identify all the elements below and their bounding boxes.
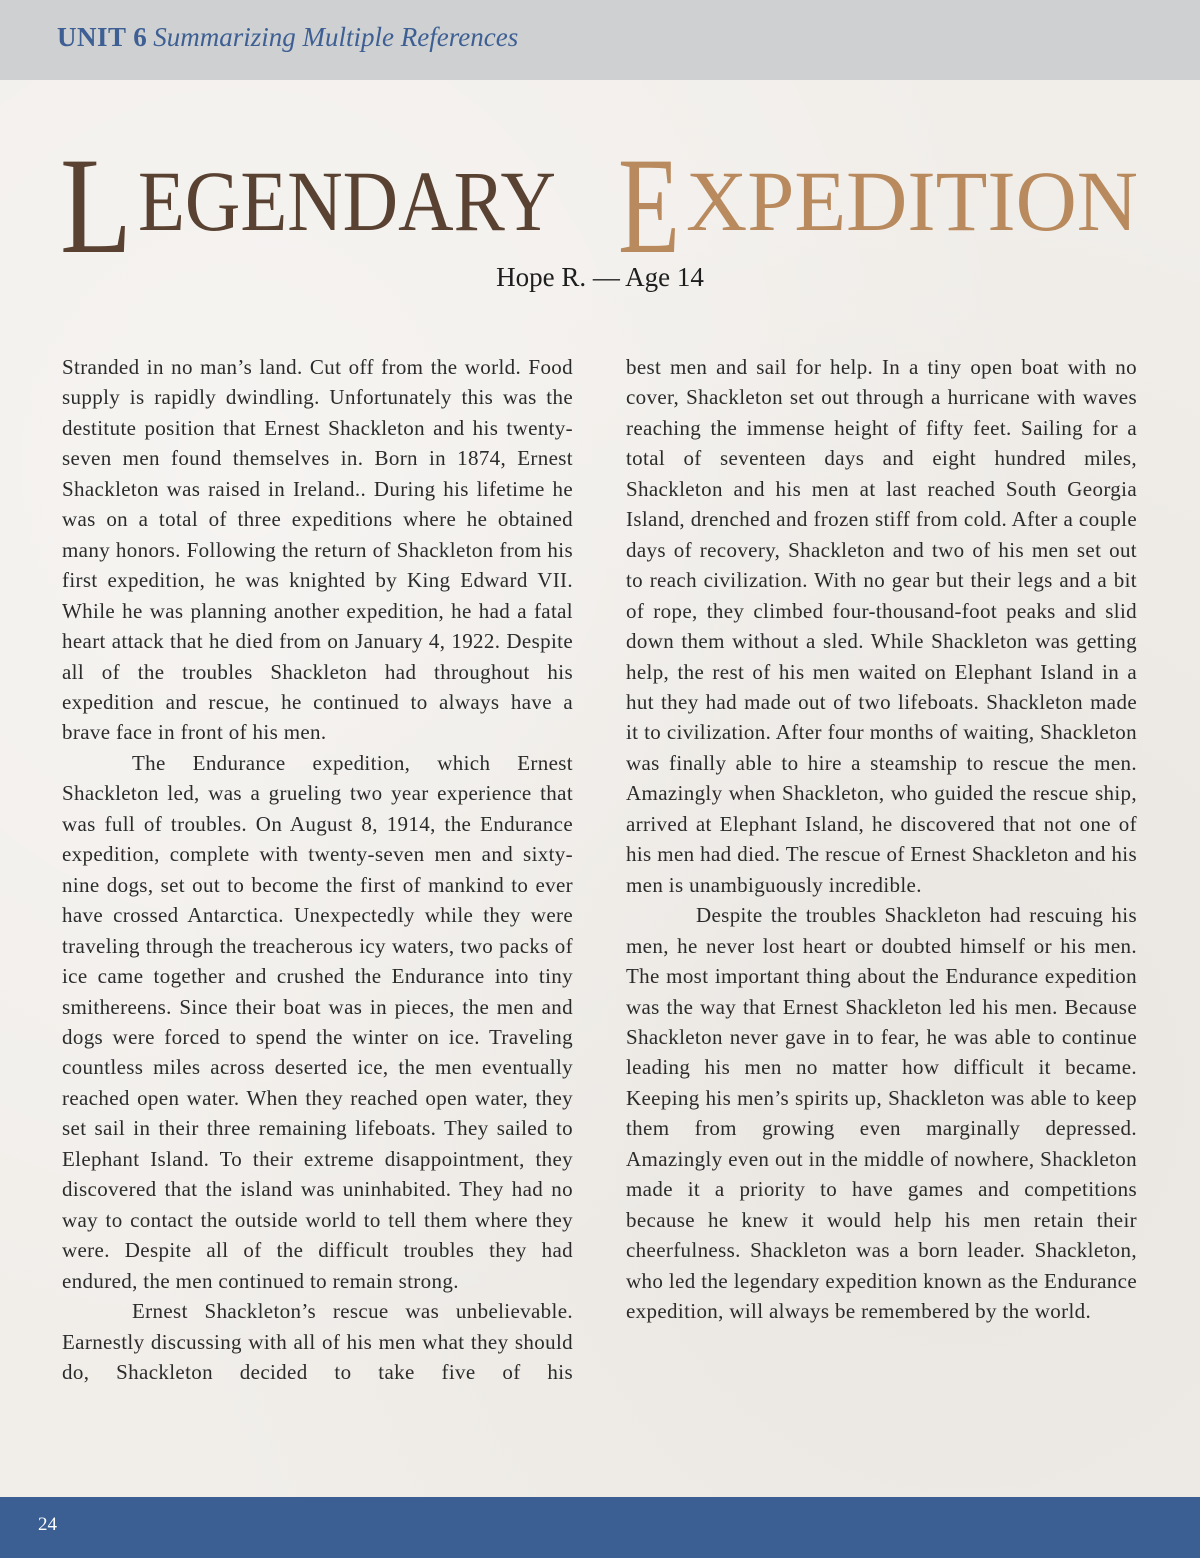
paragraph: Despite the troubles Shackleton had rescuing his men, he never lost heart or doubted himself or his men. The most important thing about the Endurance expedition was the way that Ernest Shackleton led his men. Because Shackleton never gave in to fear, he was able to continue leading his men no matter how difficult it became. Keeping his men’s spirits up, Shackleton was able to keep them from growing even marginally depressed. Amazingly even out in the middle of nowhere, Shackleton made it a priority to have games and competitions because he knew it would help his men retain their cheerfulness. Shackleton was a born leader. Shackleton, who led the legendary expedition known as the Endurance expedition, will always be remembered by the world. [626, 903, 1137, 1324]
unit-title: Summarizing Multiple References [153, 22, 519, 52]
title-word1-initial: L [60, 140, 132, 260]
unit-header [57, 22, 518, 53]
footer-band [0, 1497, 1200, 1558]
article-column-right [626, 352, 1137, 1327]
title-word2-rest: XPEDITION [686, 153, 1138, 249]
paragraph: best men and sail for help. In a tiny open boat with no cover, Shackleton set out through a hurricane with waves reaching the immense height of fifty feet. Sailing for a total of seventeen days and eight hundred miles, Shackleton and his men at last reached South Georgia Island, drenched and frozen stiff from cold. After a couple days of recovery, Shackleton and two of his men set out to reach civilization. With no gear but their legs and a bit of rope, they climbed four-thousand-foot peaks and slid down them without a sled. While Shackleton was getting help, the rest of his men waited on Elephant Island in a hut they had made out of two lifeboats. Shackleton made it to civilization. After four months of waiting, Shackleton was finally able to hire a steamship to rescue the men. Amazingly when Shackleton, who guided the rescue ship, arrived at Elephant Island, he discovered that not one of his men had died. The rescue of Ernest Shackleton and his men is unambiguously incredible. [626, 355, 1137, 897]
author-byline: Hope R. — Age 14 [496, 262, 704, 292]
article-title [60, 140, 1150, 260]
title-word1-rest: EGENDARY [138, 153, 556, 249]
title-word2-initial: E [618, 140, 680, 260]
title-graphic [60, 140, 1150, 260]
paragraph: Ernest Shackleton’s rescue was unbelievable. Earnestly discussing with all of his men what they should do, Shackleton decided to take five of his [62, 1299, 573, 1384]
paragraph: Stranded in no man’s land. Cut off from the world. Food supply is rapidly dwindling. Unfortunately this was the destitute position that Ernest Shackleton and his twenty-seven men found themselves in. Born in 1874, Ernest Shackleton was raised in Ireland.. During his lifetime he was on a total of three expeditions where he obtained many honors. Following the return of Shackleton from his first expedition, he was knighted by King Edward VII. While he was planning another expedition, he had a fatal heart attack that he died from on January 4, 1922. Despite all of the troubles Shackleton had throughout his expedition and rescue, he continued to always have a brave face in front of his men. [62, 355, 573, 745]
article-column-left [62, 352, 573, 1387]
paragraph: The Endurance expedition, which Ernest Shackleton led, was a grueling two year experience that was full of troubles. On August 8, 1914, the Endurance expedition, complete with twenty-seven men and sixty-nine dogs, set out to become the first of mankind to ever have crossed Antarctica. Unexpectedly while they were traveling through the treacherous icy waters, two packs of ice came together and crushed the Endurance into tiny smithereens. Since their boat was in pieces, the men and dogs were forced to spend the winter on ice. Traveling countless miles across deserted ice, the men eventually reached open water. When they reached open water, they set sail in their three remaining lifeboats. They sailed to Elephant Island. To their extreme disappointment, they discovered that the island was uninhabited. They had no way to contact the outside world to tell them where they were. Despite all of the difficult troubles they had endured, the men continued to remain strong. [62, 750, 573, 1293]
page-number: 24 [38, 1514, 57, 1535]
unit-number: UNIT 6 [57, 22, 148, 52]
